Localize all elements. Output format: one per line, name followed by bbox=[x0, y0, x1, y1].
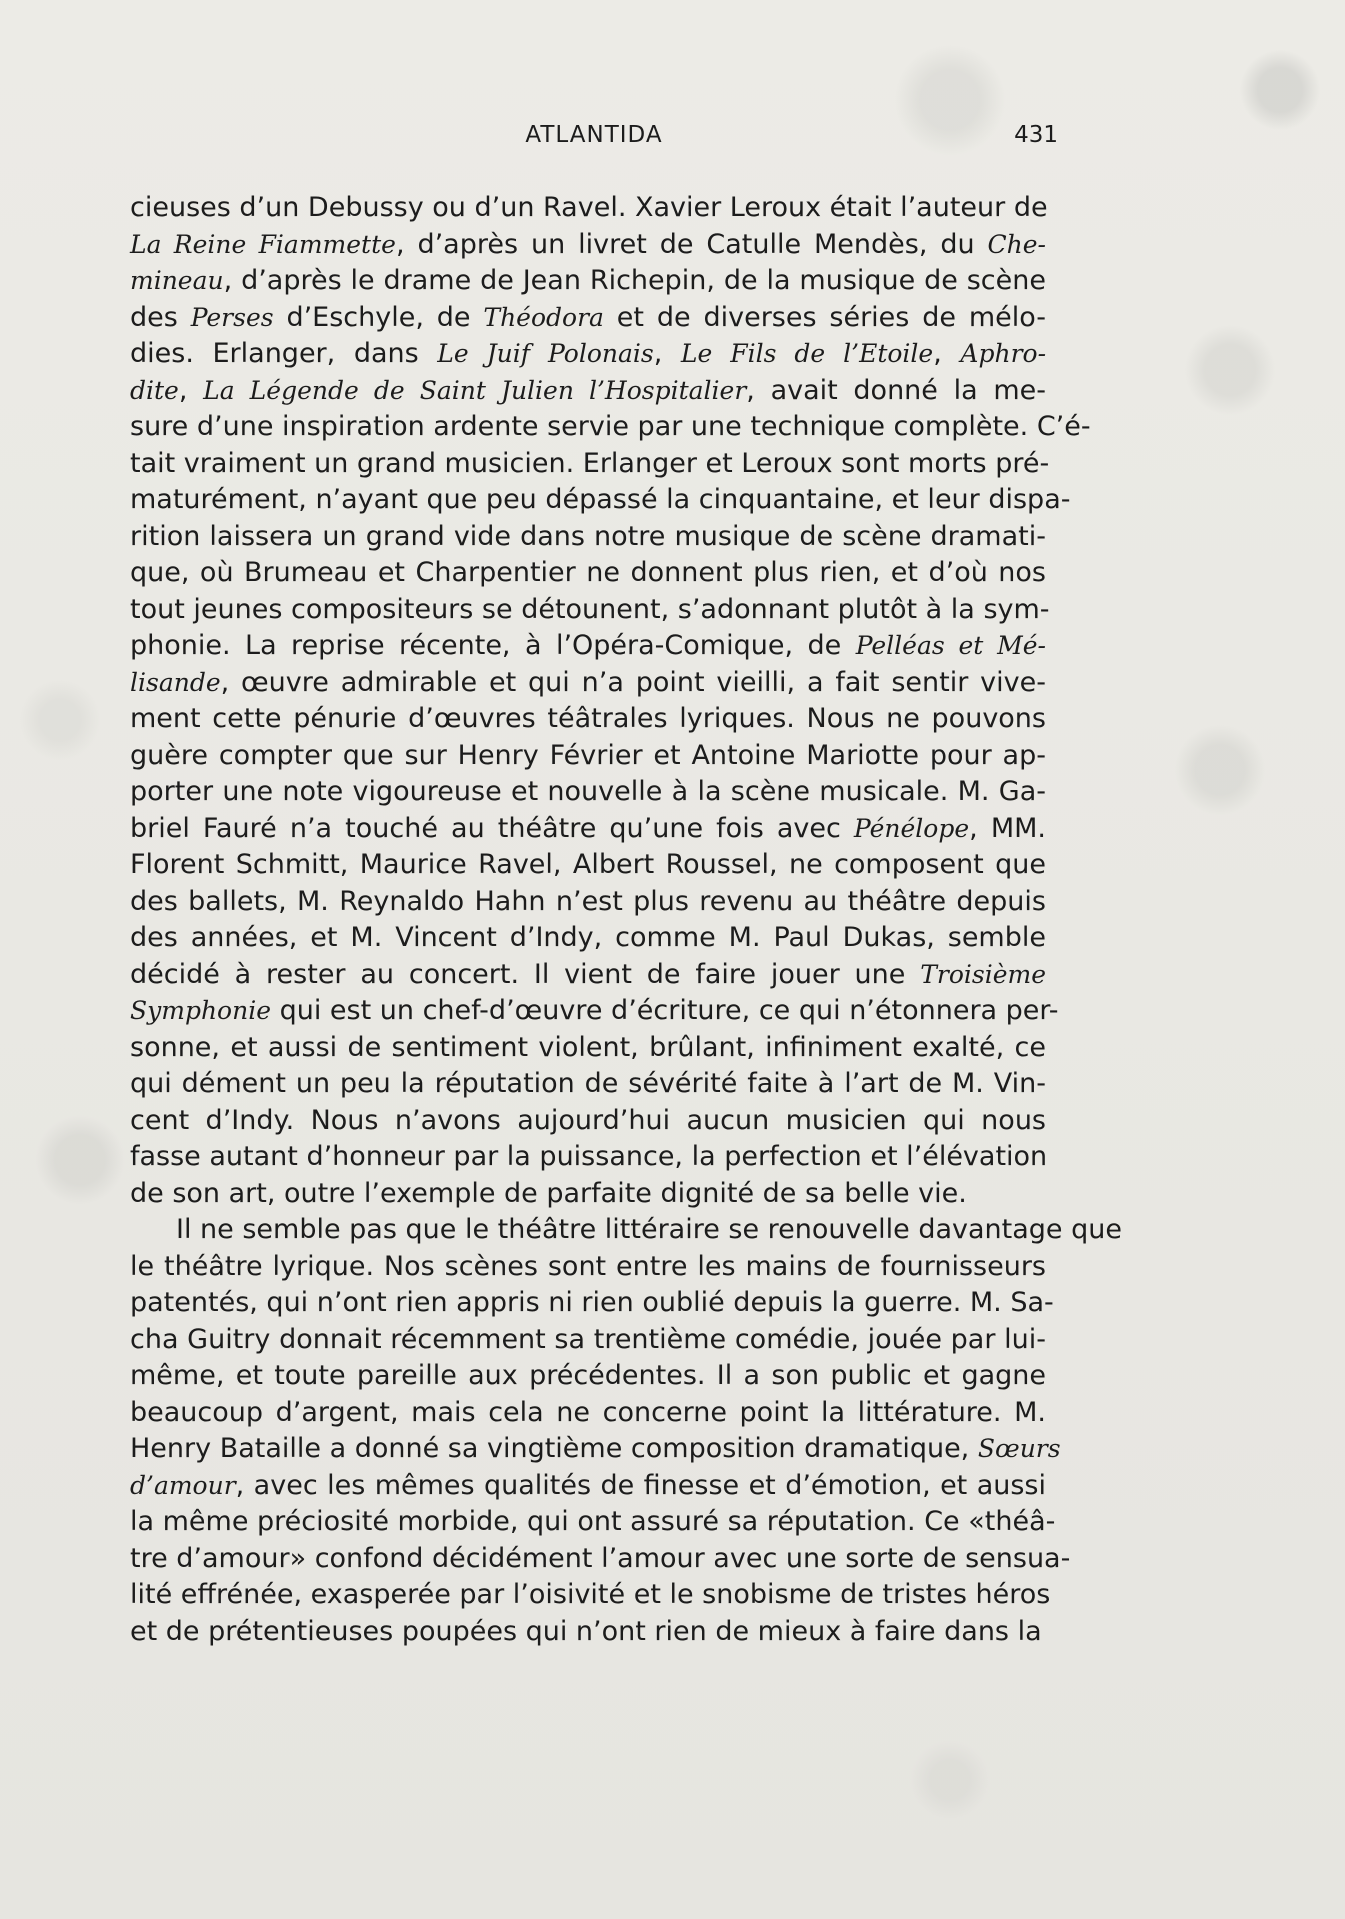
italic-title: La Reine Fiammette bbox=[130, 229, 396, 259]
text-line bbox=[130, 1030, 1046, 1067]
text-line bbox=[130, 519, 1046, 556]
text-line bbox=[130, 774, 1046, 811]
text-run: tout jeunes compositeurs se détounent, s’adonnant plutôt à la sym- bbox=[130, 593, 1050, 625]
italic-title: d’amour bbox=[130, 1470, 236, 1500]
italic-title: La Légende de Saint Julien l’Hospitalier bbox=[203, 375, 747, 405]
text-run: , œuvre admirable et qui n’a point vieilli, a fait sentir vive- bbox=[220, 666, 1046, 698]
text-line bbox=[130, 1322, 1046, 1359]
italic-title: lisande bbox=[130, 667, 221, 697]
text-line bbox=[130, 811, 1046, 848]
text-line bbox=[130, 1103, 1046, 1140]
text-run: et de diverses séries de mélo- bbox=[603, 301, 1047, 333]
text-run: la même préciosité morbide, qui ont assuré sa réputation. Ce «théâ- bbox=[130, 1506, 1056, 1537]
text-line bbox=[130, 336, 1046, 373]
text-line bbox=[130, 1139, 1046, 1176]
italic-title: Pénélope bbox=[853, 813, 970, 843]
text-run: sure d’une inspiration ardente servie par une technique complète. C’é- bbox=[130, 411, 1091, 442]
text-line bbox=[130, 1577, 1051, 1614]
italic-title: dite bbox=[130, 375, 179, 405]
text-line bbox=[130, 1541, 1071, 1578]
text-line bbox=[130, 592, 1050, 629]
text-line bbox=[130, 665, 1046, 702]
text-line bbox=[130, 1285, 1054, 1322]
text-line bbox=[130, 409, 1091, 446]
text-line bbox=[130, 446, 1050, 483]
text-run: de son art, outre l’exemple de parfaite dignité de sa belle vie. bbox=[130, 1177, 967, 1209]
italic-title: Che- bbox=[987, 229, 1046, 259]
text-run: des ballets, M. Reynaldo Hahn n’est plus revenu au théâtre depuis bbox=[130, 885, 1046, 917]
text-line bbox=[130, 482, 1071, 519]
paragraph bbox=[130, 1212, 1122, 1650]
italic-title: Le Juif Polonais bbox=[437, 339, 654, 368]
paragraph bbox=[130, 190, 1091, 1212]
text-line bbox=[130, 628, 1046, 665]
text-run: patentés, qui n’ont rien appris ni rien oublié depuis la guerre. M. Sa- bbox=[130, 1287, 1054, 1318]
text-run: même, et toute pareille aux précédentes. Il a son public et gagne bbox=[130, 1360, 1046, 1391]
text-line bbox=[130, 1504, 1056, 1541]
running-title: ATLANTIDA bbox=[525, 122, 663, 148]
italic-title: Perses bbox=[190, 302, 274, 332]
text-run: porter une note vigoureuse et nouvelle à la scène musicale. M. Ga- bbox=[130, 776, 1046, 807]
text-run: tait vraiment un grand musicien. Erlanger et Leroux sont morts pré- bbox=[130, 447, 1050, 479]
text-line bbox=[130, 701, 1046, 738]
text-line bbox=[130, 1212, 1122, 1249]
italic-title: Pelléas et Mé- bbox=[855, 631, 1047, 660]
italic-title: Troisième bbox=[920, 959, 1046, 989]
text-run: , avec les mêmes qualités de finesse et d’émotion, et aussi bbox=[235, 1469, 1046, 1501]
running-head bbox=[130, 122, 1058, 156]
text-run: que, où Brumeau et Charpentier ne donnent plus rien, et d’où nos bbox=[130, 557, 1046, 588]
italic-title: Symphonie bbox=[130, 996, 272, 1025]
text-run: cha Guitry donnait récemment sa trentième comédie, jouée par lui- bbox=[130, 1323, 1046, 1355]
text-run: briel Fauré n’a touché au théâtre qu’une fois avec bbox=[130, 812, 854, 844]
text-run: des années, et M. Vincent d’Indy, comme M. Paul Dukas, semble bbox=[130, 922, 1046, 953]
text-run: qui dément un peu la réputation de sévérité faite à l’art de M. Vin- bbox=[130, 1068, 1046, 1099]
text-line bbox=[130, 847, 1046, 884]
italic-title: Théodora bbox=[483, 302, 604, 332]
text-line bbox=[130, 1431, 1061, 1468]
text-run: , d’après un livret de Catulle Mendès, du bbox=[395, 228, 988, 260]
page-number: 431 bbox=[1014, 122, 1058, 148]
text-run: , bbox=[653, 338, 681, 369]
text-run: dies. Erlanger, dans bbox=[130, 338, 438, 369]
text-run: Il ne semble pas que le théâtre littéraire se renouvelle davantage que bbox=[176, 1214, 1122, 1245]
text-line bbox=[130, 227, 1046, 264]
text-line bbox=[130, 190, 1046, 227]
text-line bbox=[130, 993, 1059, 1030]
text-run: , bbox=[178, 374, 204, 406]
text-line bbox=[130, 1614, 1046, 1651]
text-line bbox=[130, 1176, 1046, 1213]
text-run: maturément, n’ayant que peu dépassé la cinquantaine, et leur dispa- bbox=[130, 484, 1071, 515]
text-line bbox=[130, 920, 1046, 957]
text-line bbox=[130, 555, 1046, 592]
text-line bbox=[130, 263, 1046, 300]
text-run: cieuses d’un Debussy ou d’un Ravel. Xavier Leroux était l’auteur de bbox=[130, 192, 1048, 223]
text-line bbox=[130, 1395, 1046, 1432]
text-run: guère compter que sur Henry Février et Antoine Mariotte pour ap- bbox=[130, 739, 1046, 771]
text-run: d’Eschyle, de bbox=[273, 301, 484, 333]
text-line bbox=[130, 1066, 1046, 1103]
text-run: Florent Schmitt, Maurice Ravel, Albert Roussel, ne composent que bbox=[130, 849, 1046, 880]
text-run: rition laissera un grand vide dans notre musique de scène dramati- bbox=[130, 520, 1046, 552]
text-run: ment cette pénurie d’œuvres téâtrales lyriques. Nous ne pouvons bbox=[130, 703, 1046, 734]
text-run: lité effrénée, exasperée par l’oisivité et le snobisme de tristes héros bbox=[130, 1579, 1051, 1610]
text-run: beaucoup d’argent, mais cela ne concerne point la littérature. M. bbox=[130, 1396, 1046, 1428]
text-run: , avait donné la me- bbox=[746, 374, 1046, 406]
text-run: tre d’amour» confond décidément l’amour avec une sorte de sensua- bbox=[130, 1542, 1071, 1574]
text-run: qui est un chef-d’œuvre d’écriture, ce qui n’étonnera per- bbox=[271, 995, 1059, 1026]
italic-title: Sœurs bbox=[977, 1434, 1061, 1463]
text-run: décidé à rester au concert. Il vient de faire jouer une bbox=[130, 958, 921, 990]
text-line bbox=[130, 373, 1046, 410]
italic-title: Aphro- bbox=[960, 339, 1047, 368]
text-run: , MM. bbox=[969, 812, 1046, 844]
text-line bbox=[130, 738, 1046, 775]
text-line bbox=[130, 957, 1046, 994]
text-line bbox=[130, 884, 1046, 921]
text-run: le théâtre lyrique. Nos scènes sont entre les mains de fournisseurs bbox=[130, 1250, 1046, 1282]
text-run: phonie. La reprise récente, à l’Opéra-Comique, de bbox=[130, 630, 856, 661]
text-run: fasse autant d’honneur par la puissance, la perfection et l’élévation bbox=[130, 1141, 1048, 1172]
text-line bbox=[130, 1358, 1046, 1395]
text-run: , d’après le drame de Jean Richepin, de la musique de scène bbox=[223, 265, 1046, 296]
body-text bbox=[130, 190, 1122, 1650]
text-run: sonne, et aussi de sentiment violent, brûlant, infiniment exalté, ce bbox=[130, 1031, 1046, 1063]
text-run: Henry Bataille a donné sa vingtième composition dramatique, bbox=[130, 1433, 978, 1464]
italic-title: Le Fils de l’Etoile bbox=[680, 339, 934, 368]
text-line bbox=[130, 300, 1046, 337]
text-run: , bbox=[933, 338, 961, 369]
text-line bbox=[130, 1468, 1046, 1505]
text-run: des bbox=[130, 301, 191, 333]
text-line bbox=[130, 1249, 1046, 1286]
italic-title: mineau bbox=[130, 266, 224, 295]
text-run: et de prétentieuses poupées qui n’ont rien de mieux à faire dans la bbox=[130, 1615, 1042, 1647]
text-run: cent d’Indy. Nous n’avons aujourd’hui aucun musicien qui nous bbox=[130, 1104, 1046, 1136]
